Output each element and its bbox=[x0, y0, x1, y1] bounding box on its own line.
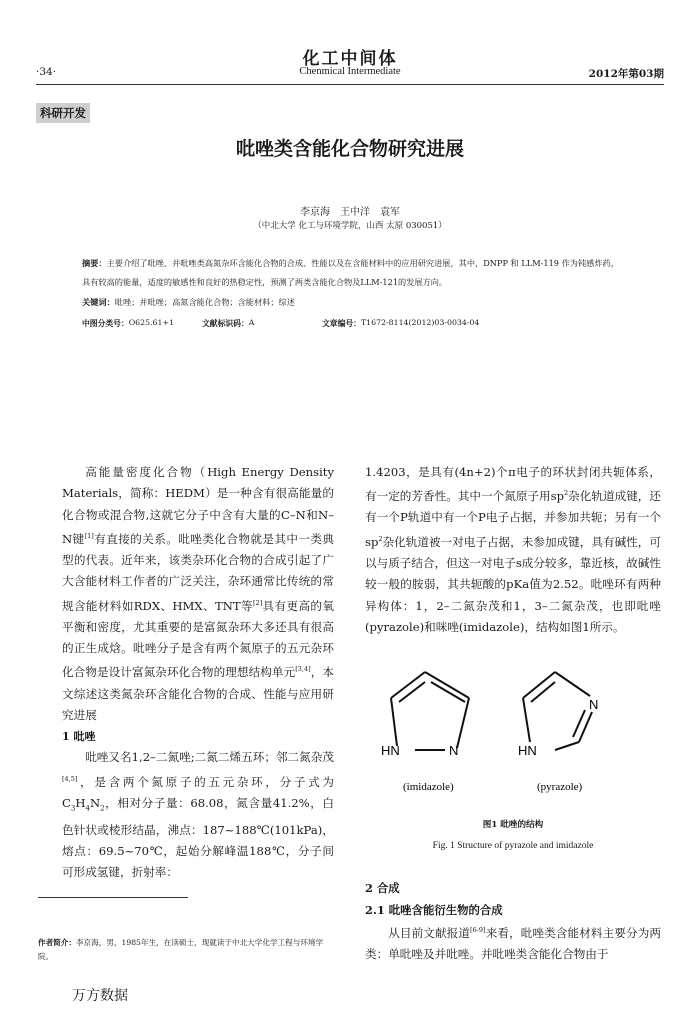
ring-bond bbox=[457, 698, 469, 748]
article-no-label: 文章编号： bbox=[322, 319, 361, 328]
subscript: 3 bbox=[70, 804, 76, 813]
issue-label: 2012年第03期 bbox=[588, 68, 664, 80]
doc-code-label: 文献标识码： bbox=[202, 319, 249, 328]
text-run: ，本文综述这类氮杂环含能化合物的合成、性能与应用研究进展 bbox=[62, 665, 334, 722]
text-run: 杂化轨道成键，还有一个P轨道中有一个P电子占据，并参加共轭；另有一个sp bbox=[365, 489, 661, 549]
keywords-text: 吡唑；并吡唑；高氮含能化合物；含能材料；综述 bbox=[114, 297, 295, 307]
page-number: ·34· bbox=[36, 66, 57, 78]
text-run: 高能量密度化合物（High Energy Density Materials，简称：HEDM）是一种含有很高能量的化合物或混合物,这就它分子中含有大量的C–N和N–N键 bbox=[62, 465, 334, 546]
synthesis-text bbox=[365, 920, 661, 965]
imidazole-ring bbox=[391, 672, 469, 750]
footnote-label: 作者简介： bbox=[38, 938, 76, 947]
text-run: H bbox=[75, 795, 86, 810]
clc-label: 中图分类号： bbox=[82, 319, 129, 328]
text-run: ，相对分子量：68.08，氮含量41.2%，白色针状或棱形结晶，沸点：187~188℃(101kPa)，熔点：69.5~70℃，起始分解峰温188℃，分子间可形成氢键，折射率： bbox=[62, 795, 334, 880]
abstract bbox=[82, 254, 622, 292]
pyrazole-n-atom: N bbox=[589, 697, 599, 712]
citation: [1] bbox=[84, 531, 94, 540]
heading-synthesis-derivatives: 2.1 吡唑含能衍生物的合成 bbox=[365, 903, 503, 917]
abstract-text: 主要介绍了吡唑、并吡唑类高氮杂环含能化合物的合成、性能以及在含能材料中的应用研究进展，其中，DNPP 和 LLM-119 作为钝感炸药，具有较高的能量，适度的敏感性和良好的热稳定性，预测了两类含能化合物及LLM-121的发展方向。 bbox=[82, 258, 619, 287]
ring-double-bond bbox=[531, 682, 555, 702]
figure-caption-cn: 图1 吡唑的结构 bbox=[482, 820, 544, 830]
author-footnote bbox=[38, 936, 338, 964]
authors: 李京海 王中洋 袁军 bbox=[300, 207, 400, 218]
ring-bond bbox=[579, 712, 592, 742]
section-tag: 科研开发 bbox=[36, 103, 90, 123]
header-rule bbox=[36, 84, 664, 85]
synthesis-paragraph bbox=[365, 920, 661, 965]
abstract-label: 摘要： bbox=[82, 258, 107, 268]
classification-row bbox=[82, 318, 622, 330]
figure-caption-en: Fig. 1 Structure of pyrazole and imidazole bbox=[432, 841, 594, 851]
subscript: 2 bbox=[100, 804, 105, 813]
affiliation: （中北大学 化工与环境学院，山西 太原 030051） bbox=[253, 221, 447, 231]
ring-bond bbox=[425, 672, 469, 698]
text-run: 从目前文献报道 bbox=[388, 925, 471, 940]
keywords bbox=[82, 297, 295, 308]
journal-title: 化工中间体 bbox=[302, 49, 398, 69]
ring-bond bbox=[555, 742, 579, 750]
citation: [6-9] bbox=[470, 926, 486, 934]
article-no-value: T1672-8114(2012)03-0034-04 bbox=[360, 318, 480, 327]
heading-pyrazole: 1 吡唑 bbox=[62, 730, 96, 744]
running-header bbox=[36, 66, 664, 82]
text-run: 杂化轨道被一对电子占据，未参加成键，具有碱性，可以与质子结合，但这一对电子s成分较多，靠近核，故碱性较一般的胺弱，其共轭酸的pKa值为2.52。吡唑环有两种异构体：1，2–二氮杂茂和1，3–二氮杂茂，也即吡唑(pyrazole)和咪唑(imidazole)，结构如图1所示。 bbox=[365, 534, 661, 634]
left-column bbox=[62, 462, 334, 883]
heading-synthesis: 2 合成 bbox=[365, 881, 400, 895]
footnote-text: 李京海，男，1985年生，在读硕士，现就读于中北大学化学工程与环境学院。 bbox=[38, 938, 324, 961]
right-column bbox=[365, 462, 661, 638]
ring-bond bbox=[523, 698, 530, 742]
citation: [3,4] bbox=[295, 665, 311, 674]
ring-bond bbox=[391, 698, 397, 746]
watermark: 万方数据 bbox=[72, 988, 128, 1004]
text-run: 1.4203，是具有(4n+2)个π电子的环状封闭共轭体系，有一定的芳香性。其中一个氮原子用sp bbox=[365, 465, 661, 504]
pyrazole-paragraph-continued bbox=[365, 462, 661, 638]
text-run: 有直接的关系。吡唑类化合物就是其中一类典型的代表。近年来，该类杂环化合物的合成引起了广大含能材料工作者的广泛关注，杂环通常比传统的常规含能材料如RDX、HMX、TNT等 bbox=[62, 531, 334, 613]
superscript: 2 bbox=[564, 489, 569, 498]
article-title: 吡唑类含能化合物研究进展 bbox=[235, 138, 464, 160]
pyrazole-label: (pyrazole) bbox=[537, 781, 583, 793]
subscript: 4 bbox=[85, 804, 90, 813]
figure-1-structures bbox=[381, 660, 645, 800]
superscript: 2 bbox=[378, 534, 383, 543]
pyrazole-paragraph bbox=[62, 747, 334, 883]
keywords-label: 关键词： bbox=[82, 297, 115, 307]
text-run: 具有更高的氧平衡和密度，尤其重要的是富氮杂环大多还具有很高的正生成焓。吡唑分子是含有两个氮原子的五元杂环化合物是设计富氮杂环化合物的理想结构单元 bbox=[62, 598, 334, 680]
doc-code-value: A bbox=[248, 318, 255, 327]
imidazole-label: (imidazole) bbox=[403, 781, 454, 793]
citation: [4,5] bbox=[62, 774, 78, 783]
footnote-rule bbox=[38, 897, 188, 898]
intro-paragraph bbox=[62, 462, 334, 726]
imidazole-n-atom: N bbox=[449, 743, 459, 758]
text-run: ，是含两个氮原子的五元杂环，分子式为C bbox=[62, 774, 334, 810]
pyrazole-ring bbox=[523, 672, 592, 750]
text-run: N bbox=[89, 795, 101, 810]
ring-bond bbox=[555, 672, 590, 696]
pyrazole-hn-atom: HN bbox=[518, 743, 537, 758]
citation: [2] bbox=[252, 598, 263, 607]
text-run: 吡唑又名1,2–二氮唑;二氮二烯五环；邻二氮杂茂 bbox=[85, 750, 334, 765]
ring-double-bond bbox=[399, 682, 425, 702]
journal-english-name: Chenmical Intermediate bbox=[299, 66, 401, 77]
clc-value: O625.61+1 bbox=[128, 318, 174, 327]
imidazole-hn-atom: HN bbox=[381, 743, 400, 758]
text-run: 来看，吡唑类含能材料主要分为两类：单吡唑及并吡唑。并吡唑类含能化合物由于 bbox=[365, 925, 661, 962]
